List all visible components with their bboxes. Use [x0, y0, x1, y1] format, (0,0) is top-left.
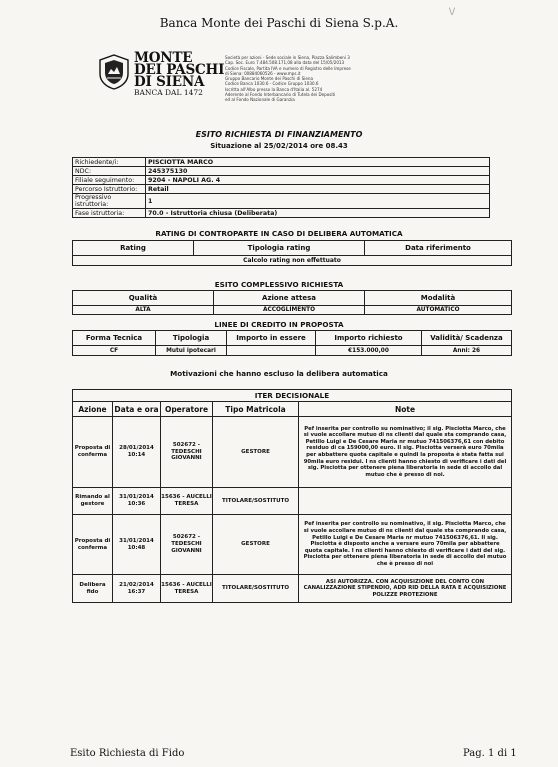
iter-row — [73, 488, 512, 515]
footer-page-number: Pag. 1 di 1 — [463, 748, 517, 759]
iter-operatore: 15636 - AUCELLI TERESA — [161, 488, 213, 515]
iter-note — [299, 488, 512, 515]
info-label: NDC: — [73, 167, 146, 176]
logo-line-3: DI SIENA — [134, 74, 205, 90]
iter-col-header: Operatore — [161, 402, 213, 417]
linee-value: CF — [73, 346, 156, 356]
legal-line: ed al Fondo Nazionale di Garanzia — [225, 97, 295, 103]
iter-operatore: 502672 - TEDESCHI GIOVANNI — [161, 515, 213, 575]
linee-col-header: Forma Tecnica — [73, 331, 156, 346]
logo-line-1: MONTE — [134, 50, 193, 66]
info-row — [73, 158, 490, 167]
footer-doc-name: Esito Richiesta di Fido — [70, 748, 185, 759]
rating-table — [72, 240, 512, 266]
legal-line: di Siena: 00884060526 - www.mps.it — [225, 70, 301, 76]
info-row — [73, 167, 490, 176]
iter-heading: ITER DECISIONALE — [72, 389, 512, 401]
iter-row — [73, 575, 512, 603]
iter-operatore: 15636 - AUCELLI TERESA — [161, 575, 213, 603]
info-value: 9204 - NAPOLI AG. 4 — [146, 176, 490, 185]
request-info-table — [72, 157, 490, 218]
iter-note: Pef inserita per controllo su nominativo; il sig. Pisciotta Marco, che si vuole accollare mutuo di ns clienti dal quale sta comprando casa, Petillo Luigi e De Cesare Maria nr mutuo 741506376,61 con debito residuo di ca 159000,00 euro. Il sig. Pisciotta verserà euro 70mila per abbattere quota capitale e quindi la proposta è stata fatta sui 90mila euro residui. I ns clienti hanno chiesto di verificare i dati del sig. Pisciotta per ottenere piena liberatoria in sede di accollo dal mutuo che è presso di noi. — [299, 417, 512, 488]
iter-row — [73, 515, 512, 575]
iter-azione: Proposta di conferma — [73, 515, 113, 575]
esito-col-header: Qualità — [73, 291, 214, 306]
iter-azione: Proposta di conferma — [73, 417, 113, 488]
legal-line: Aderente al Fondo Interbancario di Tutela dei Depositi — [225, 92, 336, 98]
legal-line: Codice Fiscale, Partita IVA e numero di Registro delle Imprese — [225, 65, 351, 71]
iter-note: Pef inserita per controllo su nominativo, il sig. Pisciotta Marco, che si vuole accollare mutuo di ns clienti dal quale sta comprando casa, Petillo Luigi e De Cesare Maria nr mutuo 741506376,61. Il sig. Pisciotta è disposto anche a versare euro 70mila per abbattere quota capitale. I ns clienti hanno chiesto di verificare i dati del sig. Pisciotta per ottenere piena liberatoria in sede di accollo del mutuo che è presso di noi — [299, 515, 512, 575]
iter-azione: Delibera fido — [73, 575, 113, 603]
document-title: ESITO RICHIESTA DI FINANZIAMENTO — [195, 130, 363, 139]
info-label: Filiale seguimento: — [73, 176, 146, 185]
iter-data: 21/02/2014 16:37 — [113, 575, 161, 603]
esito-value: ALTA — [73, 306, 214, 315]
iter-col-header: Data e ora — [113, 402, 161, 417]
linee-heading: LINEE DI CREDITO IN PROPOSTA — [214, 320, 344, 329]
esito-heading: ESITO COMPLESSIVO RICHIESTA — [214, 280, 344, 289]
linee-col-header: Importo in essere — [227, 331, 316, 346]
rating-message: Calcolo rating non effettuato — [73, 256, 512, 266]
bank-seal-icon — [97, 54, 131, 90]
info-value: PISCIOTTA MARCO — [146, 158, 490, 167]
corner-pen-mark: \/ — [449, 7, 456, 17]
info-row — [73, 185, 490, 194]
logo-line-4: BANCA DAL 1472 — [134, 88, 203, 97]
info-row — [73, 209, 490, 218]
iter-tipo: TITOLARE/SOSTITUTO — [213, 488, 299, 515]
logo-line-2: DEI PASCHI — [134, 62, 225, 78]
iter-data: 31/01/2014 10:48 — [113, 515, 161, 575]
info-value: 70.0 - Istruttoria chiusa (Deliberata) — [146, 209, 490, 218]
linee-value: Mutui ipotecari — [156, 346, 227, 356]
linee-table — [72, 330, 512, 356]
info-label: Progressivo istruttoria: — [73, 194, 146, 209]
legal-line: Iscritta all'Albo presso la Banca d'Italia al. 5274 — [225, 86, 323, 92]
iter-tipo: TITOLARE/SOSTITUTO — [213, 575, 299, 603]
iter-table — [72, 401, 512, 603]
info-value: Retail — [146, 185, 490, 194]
iter-azione: Rimando al gestore — [73, 488, 113, 515]
info-label: Percorso Istruttorio: — [73, 185, 146, 194]
iter-col-header: Azione — [73, 402, 113, 417]
info-label: Richiedente/i: — [73, 158, 146, 167]
linee-value — [227, 346, 316, 356]
motivazioni-heading: Motivazioni che hanno escluso la delibera automatica — [170, 369, 388, 378]
legal-line: Gruppo Bancario Monte dei Paschi di Siena — [225, 76, 313, 82]
bank-title: Banca Monte dei Paschi di Siena S.p.A. — [159, 16, 399, 30]
info-row — [73, 194, 490, 209]
iter-note: ASI AUTORIZZA. CON ACQUISIZIONE DEL CONTO CON CANALIZZAZIONE STIPENDIO, ADD RID DELLA RATA E ACQUISIZIONE POLIZZE PROTEZIONE — [299, 575, 512, 603]
rating-col-header: Rating — [73, 241, 194, 256]
document-subtitle: Situazione al 25/02/2014 ore 08.43 — [210, 142, 348, 150]
iter-data: 28/01/2014 10:14 — [113, 417, 161, 488]
legal-line: Società per azioni - Sede sociale in Siena, Piazza Salimbeni 3 — [225, 55, 350, 60]
info-value: 245375130 — [146, 167, 490, 176]
linee-col-header: Importo richiesto — [316, 331, 422, 346]
info-row — [73, 176, 490, 185]
legal-notice — [225, 55, 420, 103]
iter-row — [73, 417, 512, 488]
info-value: 1 — [146, 194, 490, 209]
esito-col-header: Azione attesa — [214, 291, 365, 306]
legal-line: Codice Banca 1030.6 - Codice Gruppo 1030.6 — [225, 81, 319, 87]
rating-col-header: Tipologia rating — [194, 241, 365, 256]
iter-operatore: 502672 - TEDESCHI GIOVANNI — [161, 417, 213, 488]
legal-line: Cap. Soc. Euro 7.484.508.171,08 alla data del 15/05/2013 — [225, 60, 345, 66]
esito-value: AUTOMATICO — [365, 306, 512, 315]
iter-data: 31/01/2014 10:36 — [113, 488, 161, 515]
rating-heading: RATING DI CONTROPARTE IN CASO DI DELIBERA AUTOMATICA — [155, 229, 403, 238]
iter-tipo: GESTORE — [213, 417, 299, 488]
esito-col-header: Modalità — [365, 291, 512, 306]
esito-table — [72, 290, 512, 315]
info-label: Fase istruttoria: — [73, 209, 146, 218]
linee-col-header: Tipologia — [156, 331, 227, 346]
linee-value: Anni: 26 — [422, 346, 512, 356]
linee-value: €153.000,00 — [316, 346, 422, 356]
linee-col-header: Validità/ Scadenza — [422, 331, 512, 346]
iter-col-header: Tipo Matricola — [213, 402, 299, 417]
bank-logo-wordmark — [134, 52, 224, 98]
esito-value: ACCOGLIMENTO — [214, 306, 365, 315]
rating-col-header: Data riferimento — [365, 241, 512, 256]
iter-tipo: GESTORE — [213, 515, 299, 575]
iter-col-header: Note — [299, 402, 512, 417]
